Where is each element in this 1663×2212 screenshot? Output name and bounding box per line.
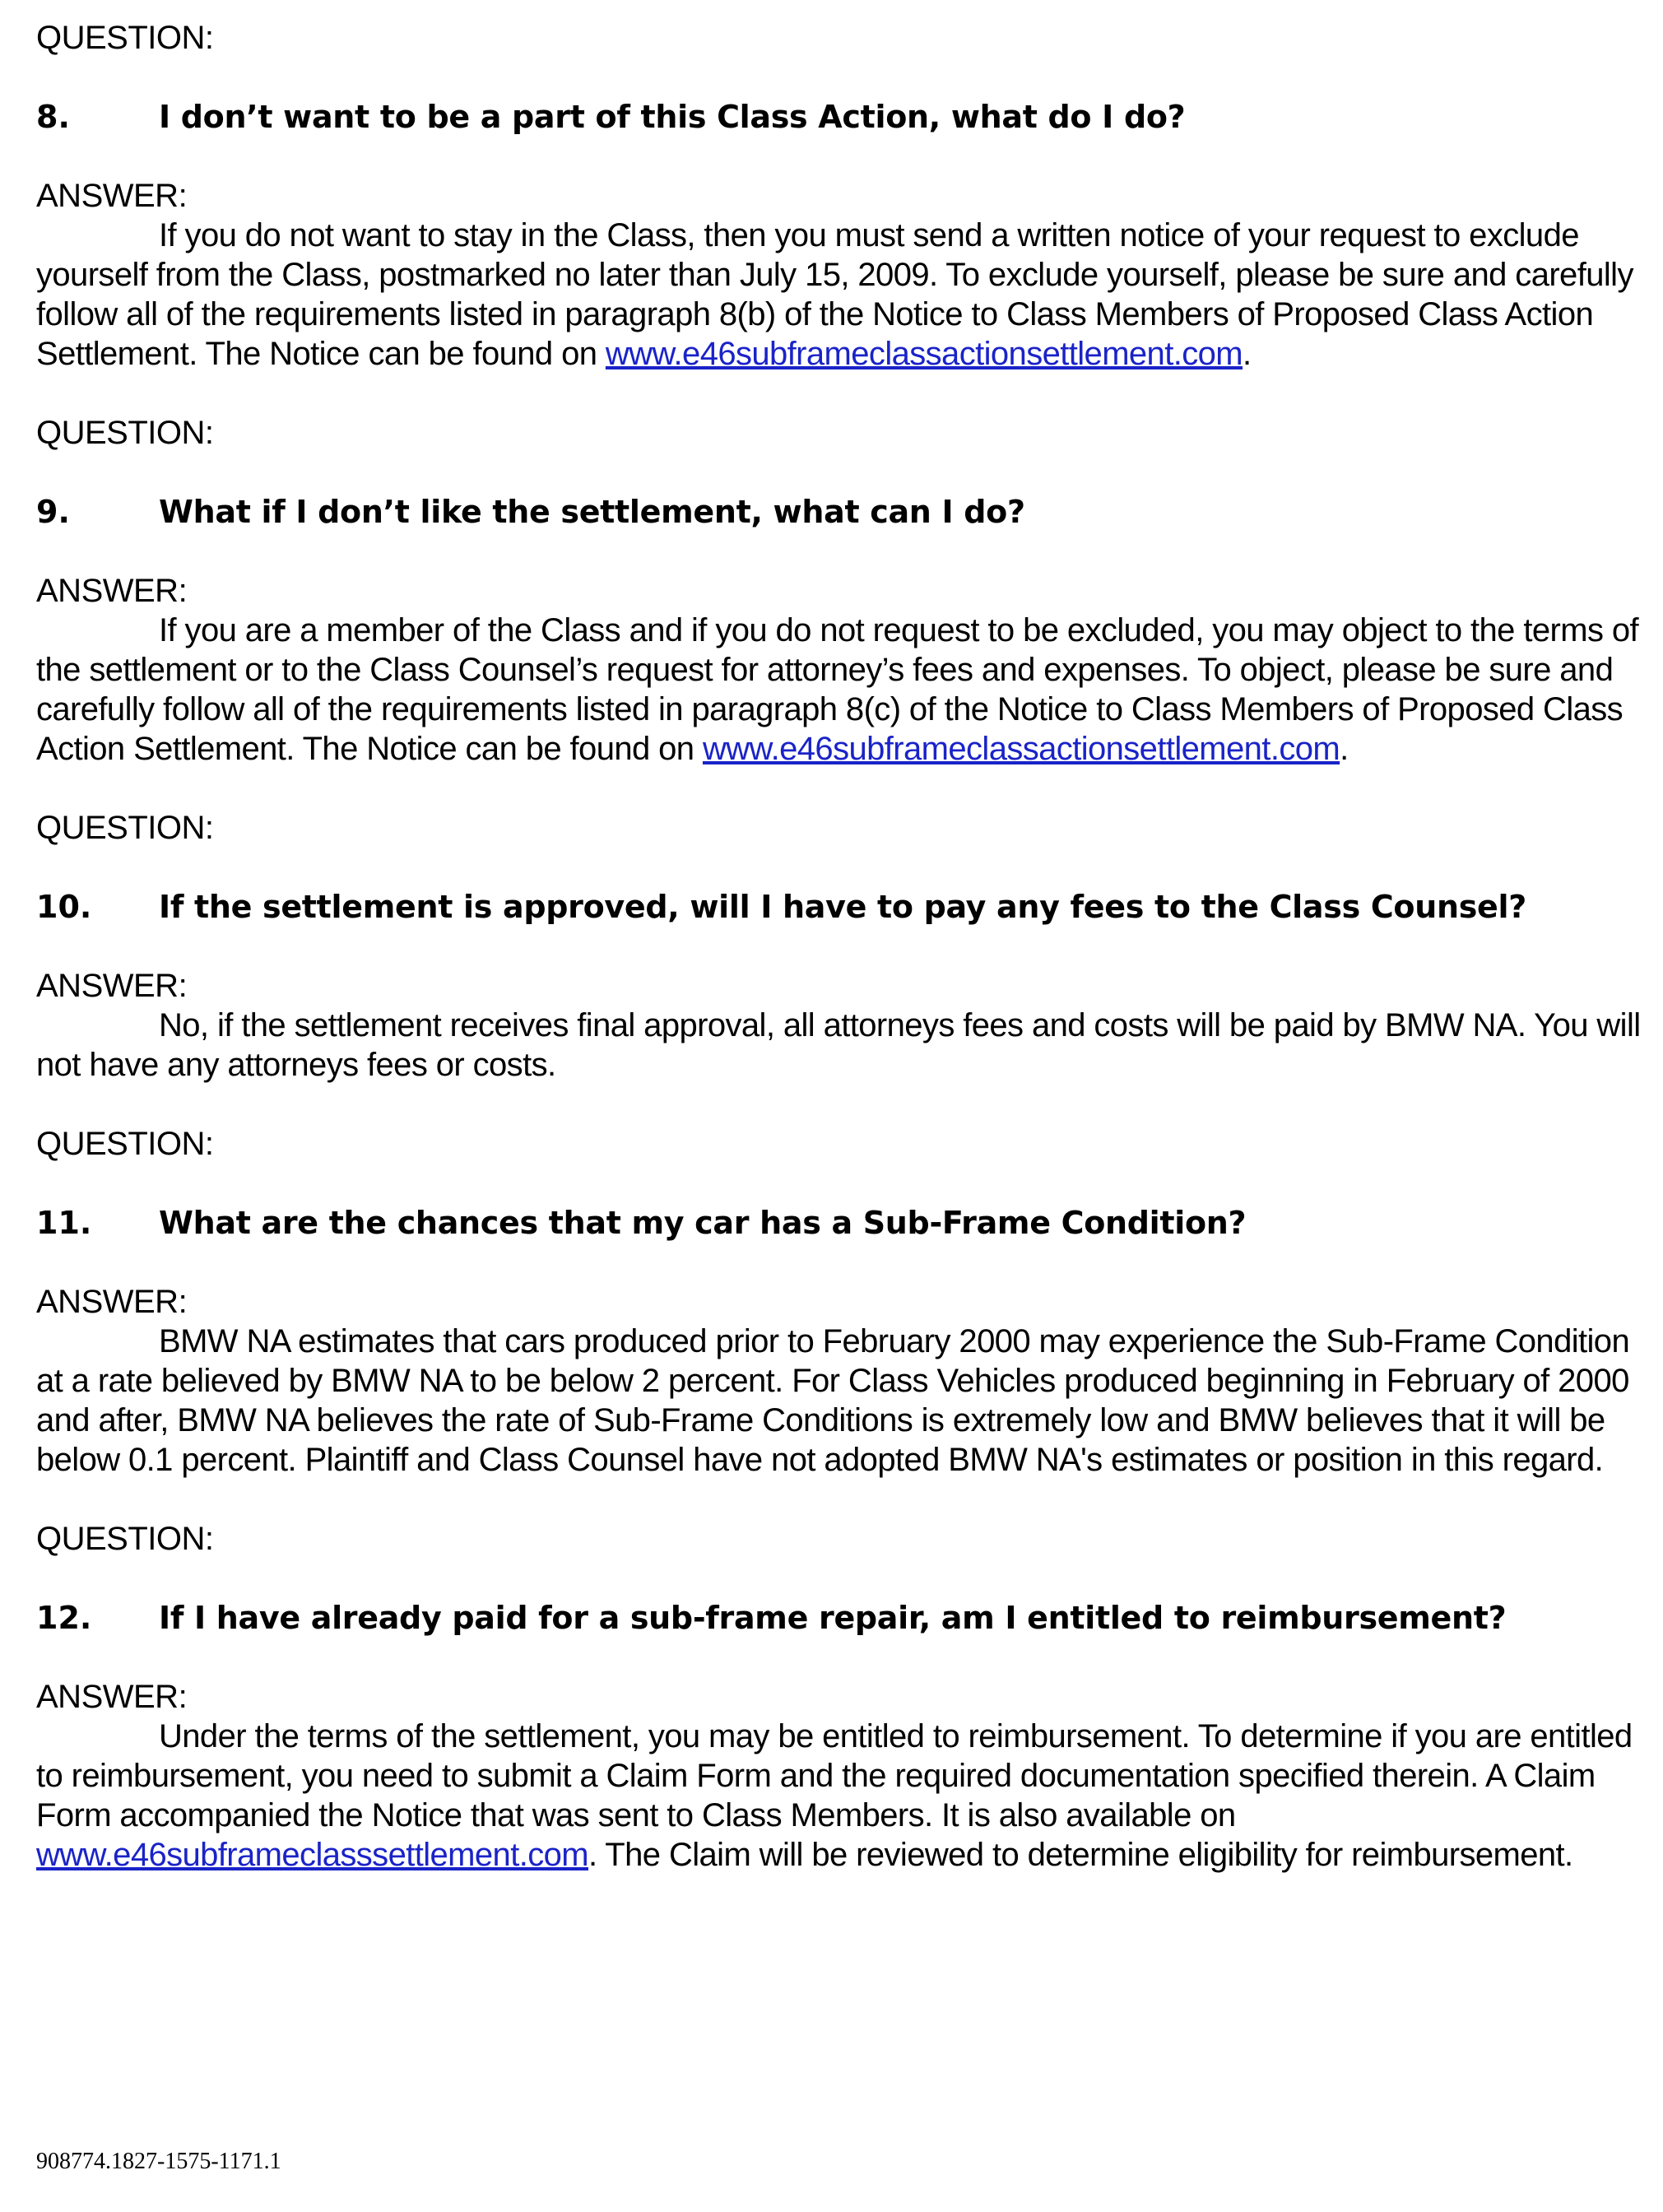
answer-body-end: . bbox=[1243, 336, 1252, 372]
question-label: QUESTION: bbox=[36, 1126, 214, 1162]
answer-label: ANSWER: bbox=[36, 1679, 188, 1715]
answer-text: BMW NA estimates that cars produced prior to February 2000 may experience the Sub-Frame Condition at a rate believed by BMW NA to be below 2 percent. For Class Vehicles produced beginning in February of 2000 and after, BMW NA believes the rate of Sub-Frame Conditions is extremely low and BMW believes that it will be below 0.1 percent. Plaintiff and Class Counsel have not adopted BMW NA's estimates or position in this regard. bbox=[36, 1323, 1630, 1478]
faq-item-12 bbox=[36, 1519, 1641, 1875]
answer-body: If you do not want to stay in the Class, then you must send a written notice of your request to exclude yourself from the Class, postmarked no later than July 15, 2009. To exclude yourself, please be sure and carefully follow all of the requirements listed in paragraph 8(b) of the Notice to Class Members of Proposed Class Action Settlement. The Notice can be found on bbox=[36, 217, 1633, 372]
question-label: QUESTION: bbox=[36, 810, 214, 846]
question-number: 9. bbox=[36, 494, 70, 530]
faq-item-8 bbox=[36, 18, 1641, 374]
question-text: If I have already paid for a sub-frame repair, am I entitled to reimbursement? bbox=[159, 1600, 1507, 1636]
answer-body-end: . bbox=[1340, 731, 1349, 767]
question-number: 11. bbox=[36, 1205, 92, 1241]
question-text: I don’t want to be a part of this Class Action, what do I do? bbox=[159, 99, 1186, 135]
answer-text bbox=[36, 216, 1641, 374]
question-label: QUESTION: bbox=[36, 20, 214, 56]
answer-text: No, if the settlement receives final approval, all attorneys fees and costs will be paid by BMW NA. You will not have any attorneys fees or costs. bbox=[36, 1007, 1641, 1083]
answer-label: ANSWER: bbox=[36, 573, 188, 609]
answer-label: ANSWER: bbox=[36, 968, 188, 1004]
answer-text bbox=[36, 1717, 1641, 1875]
question-text: What if I don’t like the settlement, what can I do? bbox=[159, 494, 1025, 530]
answer-label: ANSWER: bbox=[36, 178, 188, 214]
claim-website-link[interactable]: www.e46subframeclasssettlement.com bbox=[36, 1837, 588, 1873]
answer-label: ANSWER: bbox=[36, 1284, 188, 1320]
answer-body: Under the terms of the settlement, you may be entitled to reimbursement. To determine if you are entitled to reimbursement, you need to submit a Claim Form and the required documentation specified therein. A Claim Form accompanied the Notice that was sent to Class Members. It is also available on bbox=[36, 1718, 1633, 1833]
faq-item-9 bbox=[36, 413, 1641, 769]
settlement-website-link[interactable]: www.e46subframeclassactionsettlement.com bbox=[605, 336, 1243, 372]
faq-content bbox=[36, 18, 1641, 1914]
faq-item-10 bbox=[36, 808, 1641, 1085]
question-label: QUESTION: bbox=[36, 415, 214, 451]
faq-item-11 bbox=[36, 1124, 1641, 1480]
question-label: QUESTION: bbox=[36, 1521, 214, 1557]
document-id-footer: 908774.1827-1575-1171.1 bbox=[36, 2149, 281, 2174]
question-number: 8. bbox=[36, 99, 70, 135]
question-number: 12. bbox=[36, 1600, 92, 1636]
question-heading bbox=[36, 1598, 1641, 1638]
settlement-website-link[interactable]: www.e46subframeclassactionsettlement.com bbox=[702, 731, 1340, 767]
question-heading bbox=[36, 887, 1641, 927]
question-text: If the settlement is approved, will I have to pay any fees to the Class Counsel? bbox=[159, 889, 1526, 925]
answer-body-end: . The Claim will be reviewed to determine eligibility for reimbursement. bbox=[588, 1837, 1573, 1873]
question-heading bbox=[36, 492, 1641, 532]
answer-body: If you are a member of the Class and if you do not request to be excluded, you may object to the terms of the settlement or to the Class Counsel’s request for attorney’s fees and expenses. To object, please be sure and carefully follow all of the requirements listed in paragraph 8(c) of the Notice to Class Members of Proposed Class Action Settlement. The Notice can be found on bbox=[36, 612, 1639, 767]
answer-text bbox=[36, 611, 1641, 769]
question-heading bbox=[36, 1203, 1641, 1243]
question-heading bbox=[36, 97, 1641, 137]
question-number: 10. bbox=[36, 889, 92, 925]
question-text: What are the chances that my car has a Sub-Frame Condition? bbox=[159, 1205, 1247, 1241]
